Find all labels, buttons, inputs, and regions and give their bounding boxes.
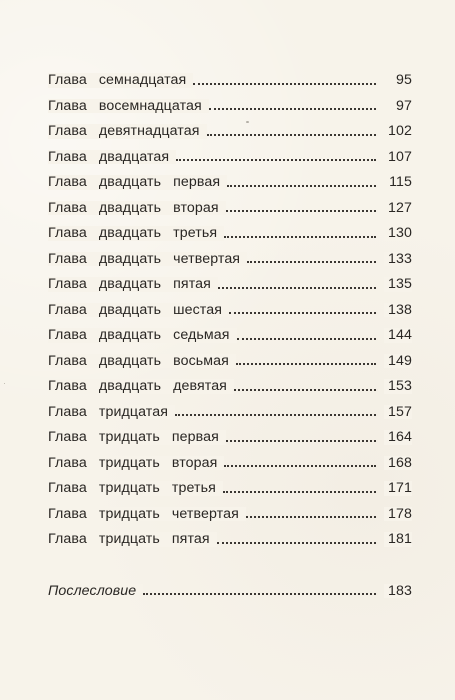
toc-row-29 bbox=[48, 368, 412, 394]
toc-page-number: 153 bbox=[384, 379, 412, 393]
toc-row-18 bbox=[48, 88, 412, 114]
toc-row-33 bbox=[48, 470, 412, 496]
toc-title: Глава двадцатая bbox=[48, 150, 176, 164]
toc-leader-dots bbox=[209, 107, 376, 110]
toc-page-number: 107 bbox=[384, 150, 412, 164]
toc-row-25 bbox=[48, 266, 412, 292]
toc-title: Глава тридцать первая bbox=[48, 430, 226, 444]
toc-title: Глава семнадцатая bbox=[48, 73, 193, 87]
toc-row-34 bbox=[48, 496, 412, 522]
toc-title: Послесловие bbox=[48, 584, 143, 598]
toc-title: Глава тридцатая bbox=[48, 405, 175, 419]
toc-leader-dots bbox=[227, 184, 376, 187]
toc-title: Глава восемнадцатая bbox=[48, 99, 209, 113]
toc-row-35 bbox=[48, 521, 412, 547]
toc-title: Глава тридцать четвертая bbox=[48, 507, 246, 521]
toc-title: Глава двадцать первая bbox=[48, 175, 227, 189]
toc-title: Глава двадцать четвертая bbox=[48, 252, 247, 266]
toc-leader-dots bbox=[226, 439, 376, 442]
toc-title: Глава двадцать восьмая bbox=[48, 354, 236, 368]
toc-leader-dots bbox=[234, 388, 376, 391]
toc-leader-dots bbox=[176, 158, 376, 161]
toc-title: Глава двадцать третья bbox=[48, 226, 224, 240]
toc-row-26 bbox=[48, 292, 412, 318]
toc-title: Глава тридцать вторая bbox=[48, 456, 224, 470]
toc-title: Глава двадцать шестая bbox=[48, 303, 229, 317]
toc-row-24 bbox=[48, 241, 412, 267]
toc-page-number: 138 bbox=[384, 303, 412, 317]
toc-page-number: 183 bbox=[384, 584, 412, 598]
toc-page-number: 135 bbox=[384, 277, 412, 291]
toc-row-32 bbox=[48, 445, 412, 471]
toc-title: Глава двадцать седьмая bbox=[48, 328, 237, 342]
toc-title: Глава двадцать пятая bbox=[48, 277, 218, 291]
toc-row-17 bbox=[48, 62, 412, 88]
toc-page-number: 149 bbox=[384, 354, 412, 368]
toc-page-number: 164 bbox=[384, 430, 412, 444]
toc-row-23 bbox=[48, 215, 412, 241]
toc-page-number: 97 bbox=[384, 99, 412, 113]
toc-page-number: 95 bbox=[384, 73, 412, 87]
toc-leader-dots bbox=[229, 311, 376, 314]
toc-page-number: 168 bbox=[384, 456, 412, 470]
toc-leader-dots bbox=[217, 541, 376, 544]
toc-title: Глава тридцать третья bbox=[48, 481, 223, 495]
toc-leader-dots bbox=[224, 235, 376, 238]
toc-row-22 bbox=[48, 190, 412, 216]
toc-leader-dots bbox=[175, 413, 376, 416]
toc-title: Глава девятнадцатая bbox=[48, 124, 207, 138]
toc-leader-dots bbox=[246, 515, 376, 518]
toc-leader-dots bbox=[193, 82, 376, 85]
toc-title: Глава двадцать девятая bbox=[48, 379, 234, 393]
toc-page-number: 127 bbox=[384, 201, 412, 215]
section-gap bbox=[48, 547, 412, 573]
toc-row-27 bbox=[48, 317, 412, 343]
toc-page-number: 144 bbox=[384, 328, 412, 342]
toc-title: Глава тридцать пятая bbox=[48, 532, 217, 546]
toc-page-number: 102 bbox=[384, 124, 412, 138]
toc-page-number: 178 bbox=[384, 507, 412, 521]
paper-speck bbox=[4, 383, 5, 384]
toc-title: Глава двадцать вторая bbox=[48, 201, 226, 215]
toc-row-28 bbox=[48, 343, 412, 369]
toc-page-number: 130 bbox=[384, 226, 412, 240]
toc-page-number: 115 bbox=[384, 175, 412, 189]
toc-leader-dots bbox=[237, 337, 377, 340]
toc-leader-dots bbox=[226, 209, 376, 212]
toc-leader-dots bbox=[247, 260, 376, 263]
toc-leader-dots bbox=[207, 133, 376, 136]
toc-leader-dots bbox=[218, 286, 376, 289]
toc-row-30 bbox=[48, 394, 412, 420]
toc-page-number: 171 bbox=[384, 481, 412, 495]
toc-leader-dots bbox=[223, 490, 376, 493]
toc-page-number: 133 bbox=[384, 252, 412, 266]
toc-page-number: 157 bbox=[384, 405, 412, 419]
toc-leader-dots bbox=[143, 592, 376, 595]
toc-row-20 bbox=[48, 139, 412, 165]
toc-row-19 bbox=[48, 113, 412, 139]
toc-row-31 bbox=[48, 419, 412, 445]
table-of-contents bbox=[48, 62, 412, 598]
toc-row-21 bbox=[48, 164, 412, 190]
toc-leader-dots bbox=[224, 464, 376, 467]
toc-page-number: 181 bbox=[384, 532, 412, 546]
toc-row-afterword bbox=[48, 573, 412, 599]
toc-leader-dots bbox=[236, 362, 376, 365]
